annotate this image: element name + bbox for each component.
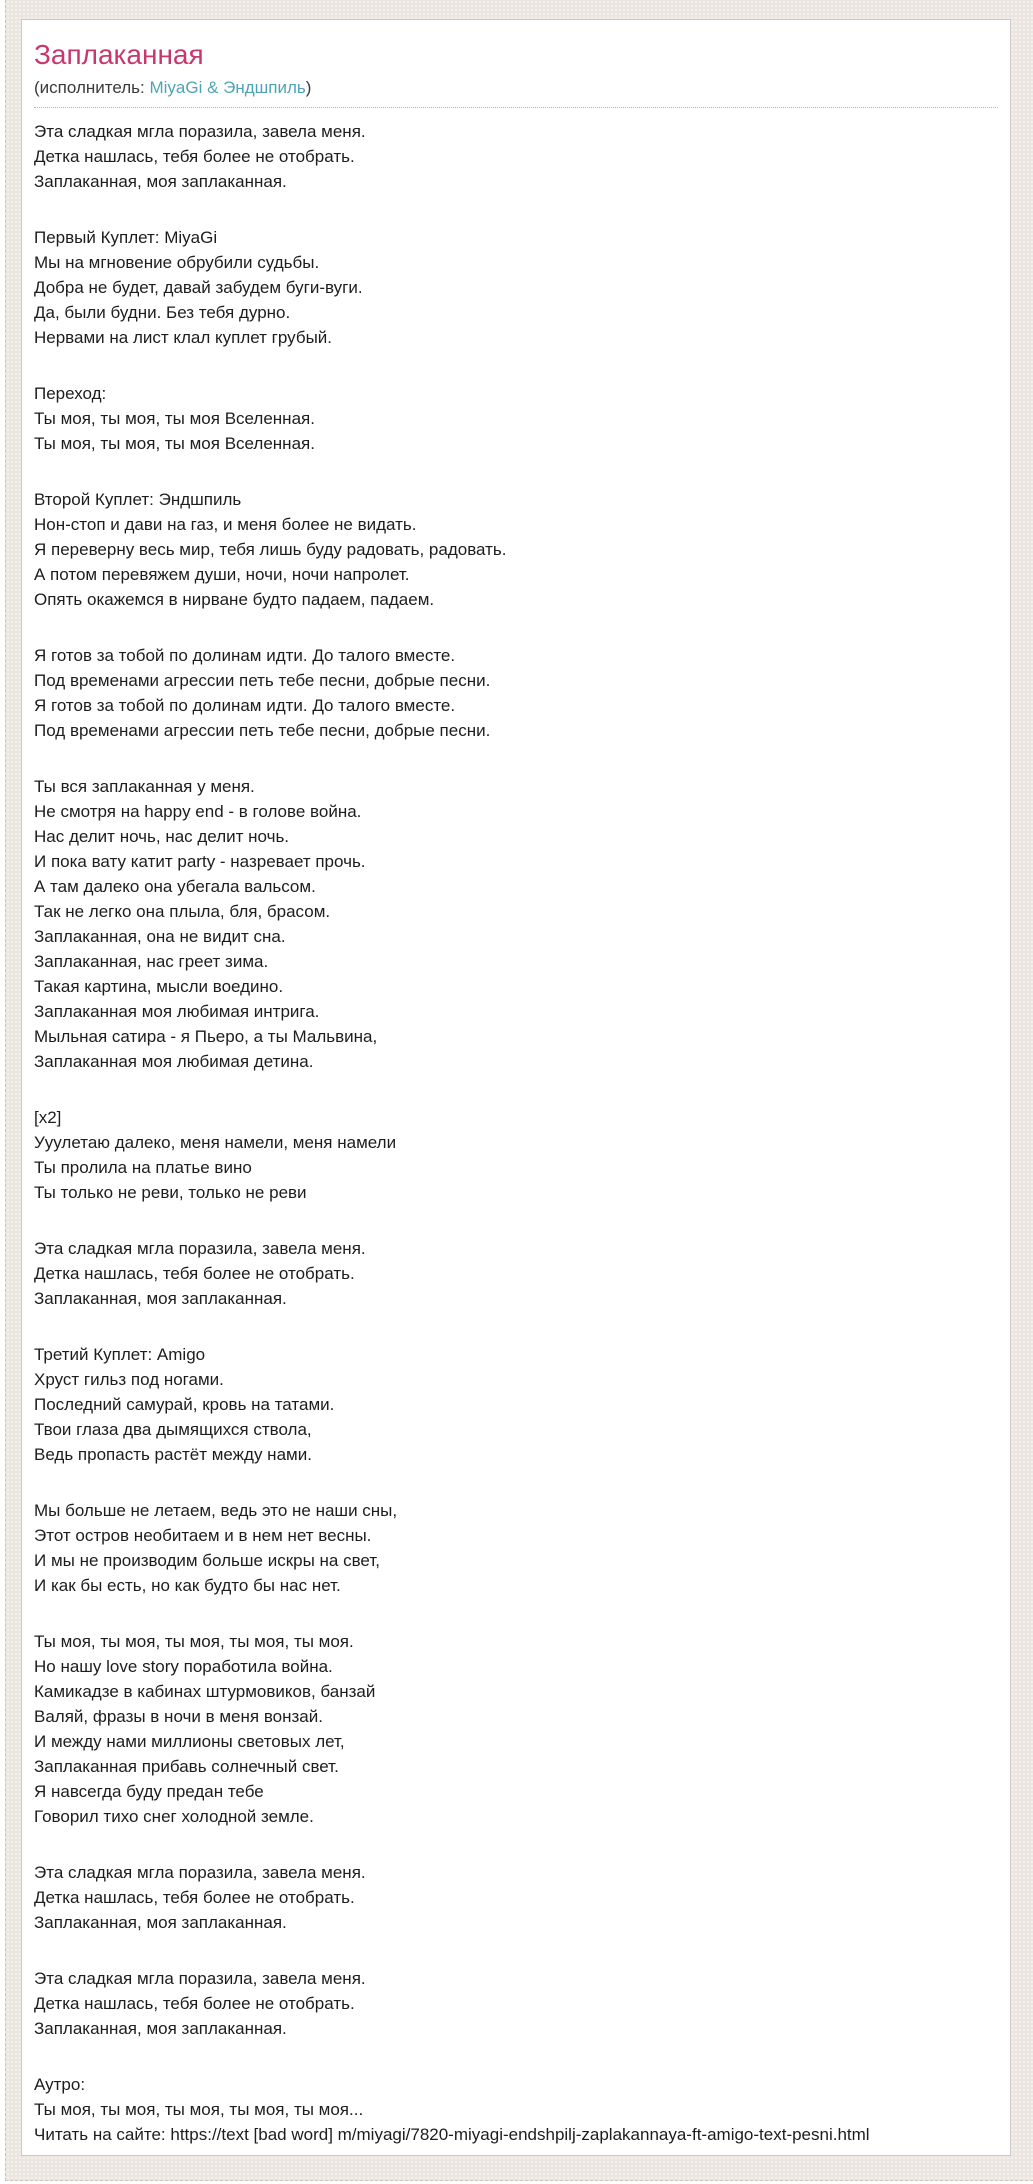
lyrics-stanza: [x2] Ууулетаю далеко, меня намели, меня намели Ты пролила на платье вино Ты только не реви, только не реви: [34, 1108, 397, 1202]
lyrics-stanza: Я готов за тобой по долинам идти. До талого вместе. Под временами агрессии петь тебе песни, добрые песни. Я готов за тобой по долинам идти. До талого вместе. Под временами агрессии петь тебе песни, добрые песни.: [34, 646, 491, 740]
artist-line: [34, 76, 998, 108]
lyrics-stanza: Эта сладкая мгла поразила, завела меня. Детка нашлась, тебя более не отобрать. Заплаканная, моя заплаканная.: [34, 1969, 366, 2038]
lyrics-stanza: Третий Куплет: Amigo Хруст гильз под ногами. Последний самурай, кровь на татами. Твои глаза два дымящихся ствола, Ведь пропасть растёт между нами.: [34, 1345, 335, 1464]
song-title: Заплаканная: [34, 39, 204, 70]
lyrics-stanza: Второй Куплет: Эндшпиль Нон-стоп и дави на газ, и меня более не видать. Я переверну весь мир, тебя лишь буду радовать, радовать. А потом перевяжем души, ночи, ночи напролет. Опять окажемся в нирване будто падаем, падаем.: [34, 490, 507, 609]
lyrics-text: [34, 119, 998, 2147]
lyrics-card: [21, 19, 1011, 2156]
lyrics-stanza: Ты моя, ты моя, ты моя, ты моя, ты моя. Но нашу love story поработила война. Камикадзе в кабинах штурмовиков, банзай Валяй, фразы в ночи в меня вонзай. И между нами миллионы световых лет, Заплаканная прибавь солнечный свет. Я навсегда буду предан тебе Говорил тихо снег холодной земле.: [34, 1632, 376, 1826]
lyrics-stanza: Эта сладкая мгла поразила, завела меня. Детка нашлась, тебя более не отобрать. Заплаканная, моя заплаканная.: [34, 1239, 366, 1308]
artist-suffix-label: ): [305, 78, 312, 97]
lyrics-stanza: Мы больше не летаем, ведь это не наши сны, Этот остров необитаем и в нем нет весны. И мы не производим больше искры на свет, И как бы есть, но как будто бы нас нет.: [34, 1501, 398, 1595]
lyrics-stanza: Эта сладкая мгла поразила, завела меня. Детка нашлась, тебя более не отобрать. Заплаканная, моя заплаканная.: [34, 122, 366, 191]
artist-prefix-label: (исполнитель:: [34, 78, 150, 97]
artist-link[interactable]: MiyaGi & Эндшпиль: [149, 78, 306, 97]
lyrics-stanza: Ты вся заплаканная у меня. Не смотря на happy end - в голове война. Нас делит ночь, нас делит ночь. И пока вату катит party - назревает прочь. А там далеко она убегала вальсом. Так не легко она плыла, бля, брасом. Заплаканная, она не видит сна. Заплаканная, нас греет зима. Такая картина, мысли воедино. Заплаканная моя любимая интрига. Мыльная сатира - я Пьеро, а ты Мальвина, Заплаканная моя любимая детина.: [34, 777, 378, 1071]
lyrics-stanza: Переход: Ты моя, ты моя, ты моя Вселенная. Ты моя, ты моя, ты моя Вселенная.: [34, 384, 315, 453]
lyrics-stanza: Эта сладкая мгла поразила, завела меня. Детка нашлась, тебя более не отобрать. Заплаканная, моя заплаканная.: [34, 1863, 366, 1932]
lyrics-stanza: Аутро: Ты моя, ты моя, ты моя, ты моя, ты моя... Читать на сайте: https://text [bad word] m/miyagi/7820-miyagi-endshpilj-zaplakannaya-ft-amigo-text-pesni.html: [34, 2075, 870, 2144]
lyrics-stanza: Первый Куплет: MiyaGi Мы на мгновение обрубили судьбы. Добра не будет, давай забудем буги-вуги. Да, были будни. Без тебя дурно. Нервами на лист клал куплет грубый.: [34, 228, 363, 347]
